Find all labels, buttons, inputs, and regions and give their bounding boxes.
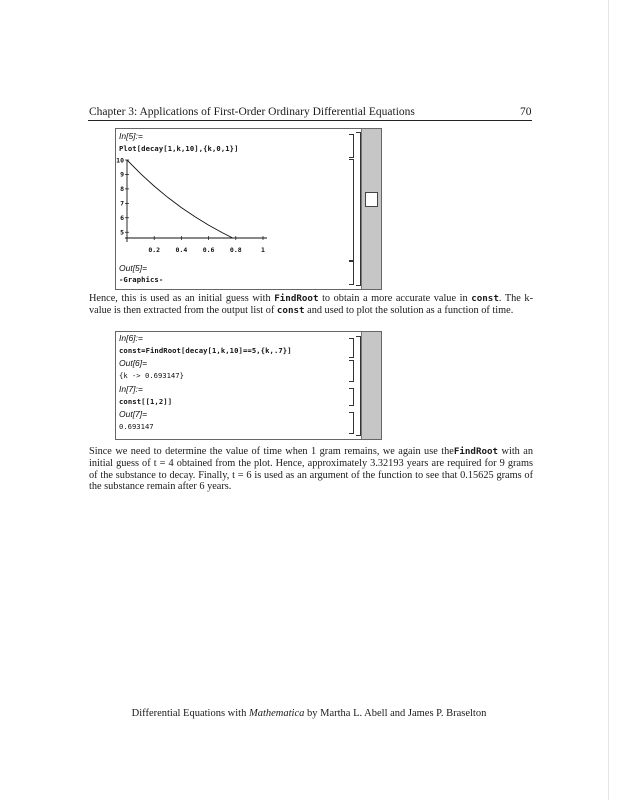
input-code[interactable]: const[[1,2]] — [119, 397, 173, 406]
inline-code: FindRoot — [274, 293, 319, 304]
input-label: In[5]:= — [119, 131, 143, 141]
y-tick-label: 7 — [120, 199, 124, 208]
input-code[interactable]: Plot[decay[1,k,10],{k,0,1}] — [119, 144, 239, 153]
x-tick-label: 0.8 — [229, 246, 242, 254]
input-label: In[6]:= — [119, 333, 143, 343]
page-edge-line — [608, 0, 609, 800]
x-tick-label: 0.2 — [148, 246, 161, 254]
inline-code: FindRoot — [453, 446, 499, 457]
scrollbar-thumb[interactable] — [365, 192, 378, 207]
notebook-scrollbar[interactable] — [361, 332, 381, 439]
y-tick-label: 6 — [120, 214, 124, 223]
page-number: 70 — [520, 106, 532, 118]
output-value: 0.693147 — [119, 422, 154, 431]
inline-code: const — [276, 304, 305, 316]
cell-bracket[interactable] — [349, 159, 354, 261]
group-bracket[interactable] — [356, 132, 361, 286]
output-value: {k -> 0.693147} — [119, 371, 184, 380]
output-label: Out[5]= — [119, 263, 148, 273]
y-tick-label: 10 — [116, 156, 124, 165]
body-paragraph-1: Hence, this is used as an initial guess with FindRoot to obtain a more accurate value in const. The k-value is then extracted from the output list of const and used to plot the solution as a function of time. — [89, 293, 534, 316]
notebook-scrollbar[interactable] — [361, 129, 381, 289]
page-footer: Differential Equations with Mathematica by Martha L. Abell and James P. Braselton — [131, 708, 487, 719]
cell-bracket[interactable] — [349, 388, 354, 406]
x-tick-label: 0.4 — [175, 246, 188, 254]
input-code[interactable]: const=FindRoot[decay[1,k,10]==5,{k,.7}] — [119, 346, 292, 355]
x-tick-label: 1 — [261, 246, 265, 254]
cell-bracket[interactable] — [349, 412, 354, 434]
y-tick-label: 5 — [120, 228, 124, 237]
chapter-header: Chapter 3: Applications of First-Order Ordinary Differential Equations — [89, 106, 415, 118]
decay-plot — [117, 156, 267, 258]
cell-bracket[interactable] — [349, 134, 354, 158]
decay-curve — [127, 160, 233, 238]
group-bracket[interactable] — [356, 336, 361, 436]
y-tick-label: 8 — [120, 185, 124, 194]
input-label: In[7]:= — [119, 384, 143, 394]
x-tick-label: 0.6 — [202, 246, 215, 254]
inline-code: const — [471, 293, 499, 304]
cell-bracket[interactable] — [349, 261, 354, 285]
cell-bracket[interactable] — [349, 360, 354, 382]
output-label: Out[7]= — [119, 409, 148, 419]
cell-bracket[interactable] — [349, 338, 354, 358]
body-paragraph-2: Since we need to determine the value of time when 1 gram remains, we again use theFindRoot with an initial guess of t = 4 obtained from the plot. Hence, approximately 3.32193 years are required for 9 grams of the substance to decay. Finally, t = 6 is used as an argument of the function to see that 0.15625 grams of the substance remain after 6 years. — [89, 446, 533, 493]
output-label: Out[6]= — [119, 358, 148, 368]
y-tick-label: 9 — [120, 170, 124, 179]
header-rule — [88, 120, 532, 121]
output-value: -Graphics- — [119, 275, 164, 284]
